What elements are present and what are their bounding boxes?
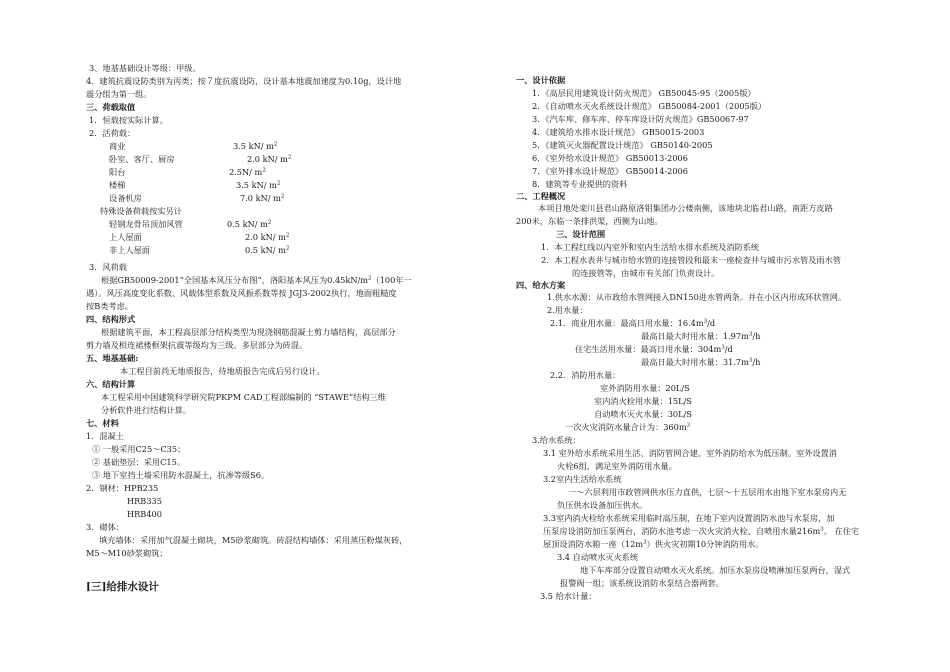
text-line: 特殊设备荷载按实另计 [100, 206, 182, 216]
reference-item: 6．《室外给水设计规范》 GB50013-2006 [532, 153, 688, 163]
section-heading: 三、荷载取值 [86, 102, 136, 112]
section-heading: 二、工程概况 [516, 191, 566, 201]
text-line: 本项目地处栾川县君山路原洛钼集团办公楼南侧，该地块北临君山路，南距方皮路 [538, 203, 833, 213]
text-line: ③ 地下室挡土墙采用防水混凝土，抗渗等级S6。 [92, 470, 270, 480]
reference-item: 3．《汽车库、修车库、停车库设计防火规范》GB50067-97 [532, 114, 749, 124]
section-heading: 五、地基基础: [86, 353, 139, 363]
text-line: 压泵房设消防加压泵两台，消防水池考虑一次火灾消火栓、自喷用水量$216m^3$。 在住宅 [543, 526, 860, 536]
text-line: 1．本工程红线以内室外和室内生活给水排水系统及消防系统 [541, 242, 760, 252]
section-heading: 一、设计依据 [516, 75, 566, 85]
text-line: 4．建筑抗震设防类别为丙类；按７度抗震设防，设计基本地震加速度为0.10g，设计地 [86, 76, 402, 86]
text-line: 200米，东临一条排洪渠，西侧为山地。 [516, 216, 663, 226]
text-line: M5～M10砂浆砌筑； [86, 548, 168, 558]
load-item-value: 3.5 kN/ $m^2$ [233, 141, 278, 151]
section-heading: 六、结构计算 [86, 379, 136, 389]
water-quantity-line: 住宅生活用水量：最高日用水量：$304m^3/d$ [575, 344, 733, 354]
text-line: 一～六层利用市政管网供水压力直供，七层～十五层用水由地下室水泵房内无 [568, 487, 847, 497]
load-item-value: 0.5 kN/ $m^2$ [227, 219, 272, 229]
text-line: 火栓6组，满足室外消防用水量。 [557, 461, 677, 471]
load-item-value: 0.5 kN/ $m^2$ [245, 245, 290, 255]
text-line: 本工程目前尚无地质报告，待地质报告完成后另行设计。 [120, 366, 325, 376]
text-line: 震分组为第一组。 [86, 89, 152, 99]
text-line: 地下车库部分设置自动喷水灭火系统。加压水泵房设喷淋加压泵两台，湿式 [580, 565, 851, 575]
text-line: 2.2．消防用水量： [550, 370, 621, 380]
text-line: 本工程采用中国建筑科学研究院PKPM CAD工程部编制的 “STAWE”结构三维 [101, 392, 386, 402]
water-quantity-line: 最高日最大时用水量：$31.7m^3/h$ [641, 357, 761, 367]
reference-item: 2．《自动喷水灭火系统设计规范》 GB50084-2001（2005版） [532, 101, 767, 111]
text-line: 1.供水水源：从市政给水管网接入DN150进水管两条。并在小区内形成环状管网。 [547, 292, 847, 302]
load-item-label: 非上人屋面 [109, 245, 150, 255]
text-line: 3.2室内生活给水系统 [543, 474, 622, 484]
text-line: 3.4 自动喷水灭火系统 [557, 552, 639, 562]
load-item-value: 2.0 kN/ $m^2$ [247, 154, 292, 164]
text-line: HRB400 [127, 509, 162, 519]
text-line: 3、地基基础设计等级：甲级。 [89, 63, 201, 73]
section-heading: 三、设计范围 [556, 229, 606, 239]
text-line: 剪力墙及相连裙楼框架抗震等级均为三级。多层部分为砖混。 [86, 340, 308, 350]
reference-item: 7．《室外排水设计规范》 GB50014-2006 [532, 166, 688, 176]
text-line: 分析软件进行结构计算。 [101, 405, 192, 415]
fire-water-line: 自动喷水灭火水量：30L/S [594, 409, 692, 419]
fire-water-total: 一次火灾消防水量合计为：$360m^3$ [565, 422, 691, 432]
chapter-heading: [三]给排水设计 [86, 581, 159, 593]
text-line: 3.3室内消火栓给水系统采用临时高压制，在地下室内设置消防水池与水泵房，加 [543, 513, 835, 523]
text-line: 2．钢材：HPB235 [86, 483, 159, 493]
load-item-value: 2.5N/ $m^2$ [229, 167, 266, 177]
load-item-label: 设备机房 [109, 193, 142, 203]
reference-item: 1．《高层民用建筑设计防火规范》 GB50045-95（2005版） [532, 88, 756, 98]
load-item-label: 阳台 [109, 167, 126, 177]
water-quantity-line: 最高日最大时用水量：$1.97m^3/h$ [641, 331, 761, 341]
text-line: 2．活荷载： [89, 128, 136, 138]
reference-item: 4．《建筑给水排水设计规范》 GB50015-2003 [532, 127, 705, 137]
text-line: 根据GB50009-2001“全国基本风压分布图”，洛阳基本风压为$0.45kN/m^2(100$年一 [101, 275, 412, 285]
fire-water-line: 室内消火栓用水量：15L/S [594, 396, 692, 406]
load-item-value: 7.0 kN/ $m^2$ [240, 193, 285, 203]
text-line: 3.1 室外给水系统采用生活、消防管网合建。室外消防给水为低压制。室外设置消 [543, 448, 837, 458]
load-item-value: 2.0 kN/ $m^2$ [245, 232, 290, 242]
text-line: 1．恒载按实际计算。 [89, 115, 168, 125]
load-item-label: 商业 [109, 141, 126, 151]
text-line: 2.用水量： [547, 305, 588, 315]
text-line: 的连接管等，由城市有关部门负责设计。 [572, 268, 720, 278]
reference-item: 8．建筑等专业提供的资料 [532, 179, 628, 189]
section-heading: 七、材料 [86, 418, 119, 428]
text-line: 3．风荷载 [89, 262, 127, 272]
load-item-label: 楼梯 [109, 180, 126, 190]
text-line: 填充墙体：采用加气混凝土砌块，M5砂浆砌筑。砖混结构墙体：采用蒸压粉煤灰砖， [99, 535, 408, 545]
text-line: 按B类考虑。 [86, 301, 133, 311]
load-item-label: 卧室、客厅、厨房 [109, 154, 175, 164]
text-line: 2．本工程水表井与城市给水管的连接管段和最末一座检查井与城市污水管及雨水管 [541, 255, 841, 265]
text-line: 3.5 给水计量： [540, 591, 597, 601]
load-item-label: 上人屋面 [109, 232, 142, 242]
reference-item: 5．《建筑灭火器配置设计规范》 GB50140-2005 [532, 140, 713, 150]
section-heading: 四、结构形式 [86, 314, 136, 324]
text-line: HRB335 [127, 496, 162, 506]
text-line: ① 一般采用C25～C35； [92, 444, 186, 454]
text-line: 3．砌体： [86, 522, 124, 532]
section-heading: 四、给水方案 [516, 280, 566, 290]
text-line: 负压供水设备加压供水。 [557, 500, 648, 510]
text-line: 遇）。风压高度变化系数、风载体型系数及风振系数等按 JGJ3-2002执行，地面粗糙度 [86, 288, 397, 298]
load-item-label: 轻钢龙骨吊顶加风管 [109, 219, 183, 229]
text-line: 报警阀一组；该系统设消防水泵结合器两套。 [560, 578, 724, 588]
text-line: 3.给水系统： [532, 435, 581, 445]
text-line: 1．混凝土 [86, 431, 124, 441]
text-line: 屋顶设消防水箱一座$(12m^3)$供火灾初期10分钟消防用水。 [543, 539, 764, 549]
text-line: ② 基础垫层：采用C15。 [92, 457, 185, 467]
load-item-value: 3.5 kN/ $m^2$ [236, 180, 281, 190]
fire-water-line: 室外消防用水量：20L/S [600, 383, 690, 393]
water-quantity-line: 2.1．商业用水量：最高日用水量：$16.4m^3/d$ [550, 318, 716, 328]
text-line: 根据建筑平面，本工程高层部分结构类型为现浇钢筋混凝土剪力墙结构，高层部分 [101, 327, 396, 337]
